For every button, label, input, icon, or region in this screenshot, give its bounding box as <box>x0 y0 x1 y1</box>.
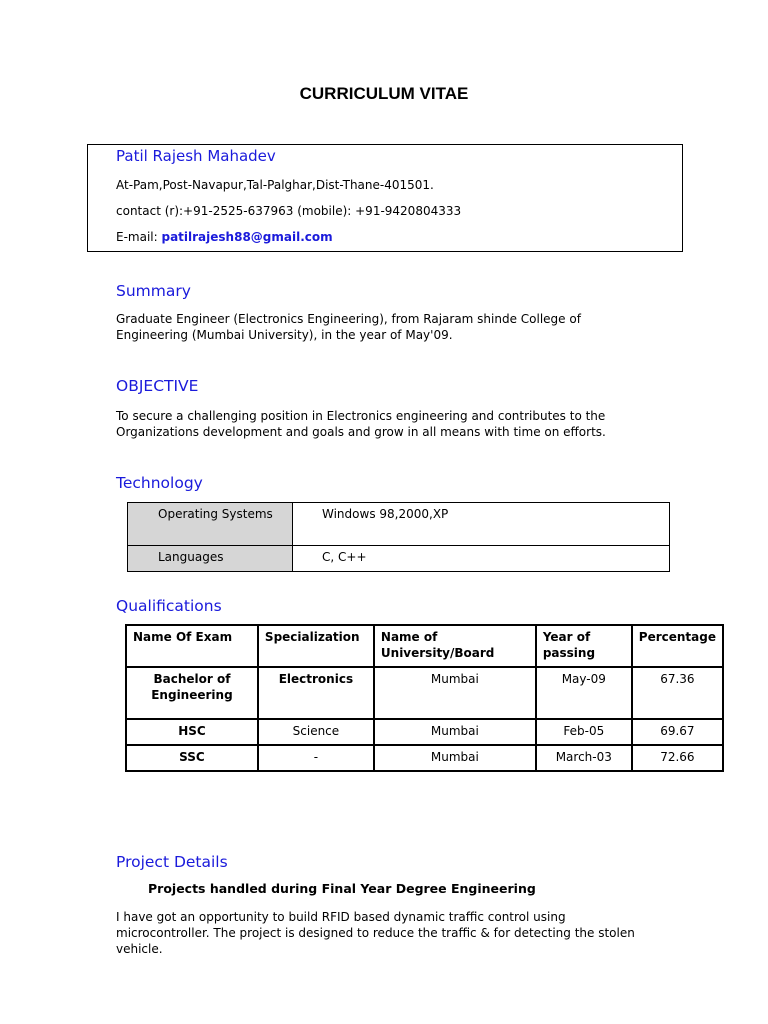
table-cell: Mumbai <box>374 719 536 745</box>
summary-text: Graduate Engineer (Electronics Engineering), from Rajaram shinde College of Engineering (Mumbai University), in the year of May'09. <box>116 312 581 342</box>
tech-label: Operating Systems <box>128 503 293 546</box>
qualifications-table <box>125 624 724 772</box>
table-cell: HSC <box>126 719 258 745</box>
table-cell: Mumbai <box>374 667 536 719</box>
project-subheading: Projects handled during Final Year Degree Engineering <box>148 881 536 896</box>
qualifications-heading: Qualifications <box>116 597 222 615</box>
table-cell: 69.67 <box>632 719 723 745</box>
project-text: I have got an opportunity to build RFID based dynamic traffic control using microcontroller. The project is designed to reduce the traffic & for detecting the stolen vehicle. <box>116 910 635 956</box>
table-header-row <box>126 625 723 667</box>
column-header: Percentage <box>632 625 723 667</box>
table-row <box>126 745 723 771</box>
table-cell: Bachelor of Engineering <box>126 667 258 719</box>
column-header: Year of passing <box>536 625 632 667</box>
table-row <box>126 719 723 745</box>
tech-value: Windows 98,2000,XP <box>293 503 670 546</box>
table-cell: March-03 <box>536 745 632 771</box>
table-row <box>128 503 670 546</box>
table-cell: SSC <box>126 745 258 771</box>
table-cell: 72.66 <box>632 745 723 771</box>
project-heading: Project Details <box>116 853 228 871</box>
column-header: Name of University/Board <box>374 625 536 667</box>
objective-text: To secure a challenging position in Electronics engineering and contributes to the Organizations development and goals and grow in all means with time on efforts. <box>116 409 606 439</box>
phone-line: contact (r):+91-2525-637963 (mobile): +91-9420804333 <box>116 204 462 218</box>
table-cell: May-09 <box>536 667 632 719</box>
table-cell: 67.36 <box>632 667 723 719</box>
table-cell: Electronics <box>258 667 374 719</box>
table-row <box>128 546 670 572</box>
tech-value: C, C++ <box>293 546 670 572</box>
objective-heading: OBJECTIVE <box>116 377 199 395</box>
table-cell: Science <box>258 719 374 745</box>
table-cell: - <box>258 745 374 771</box>
technology-table <box>127 502 670 572</box>
summary-heading: Summary <box>116 282 191 300</box>
candidate-name: Patil Rajesh Mahadev <box>116 147 276 165</box>
column-header: Specialization <box>258 625 374 667</box>
column-header: Name Of Exam <box>126 625 258 667</box>
table-row <box>126 667 723 719</box>
technology-heading: Technology <box>116 474 203 492</box>
tech-label: Languages <box>128 546 293 572</box>
address-line: At-Pam,Post-Navapur,Tal-Palghar,Dist-Thane-401501. <box>116 178 434 192</box>
email-link[interactable]: patilrajesh88@gmail.com <box>161 230 333 244</box>
document-title: CURRICULUM VITAE <box>299 84 469 103</box>
email-line <box>116 229 333 245</box>
table-cell: Mumbai <box>374 745 536 771</box>
email-label: E-mail: <box>116 230 162 244</box>
table-cell: Feb-05 <box>536 719 632 745</box>
